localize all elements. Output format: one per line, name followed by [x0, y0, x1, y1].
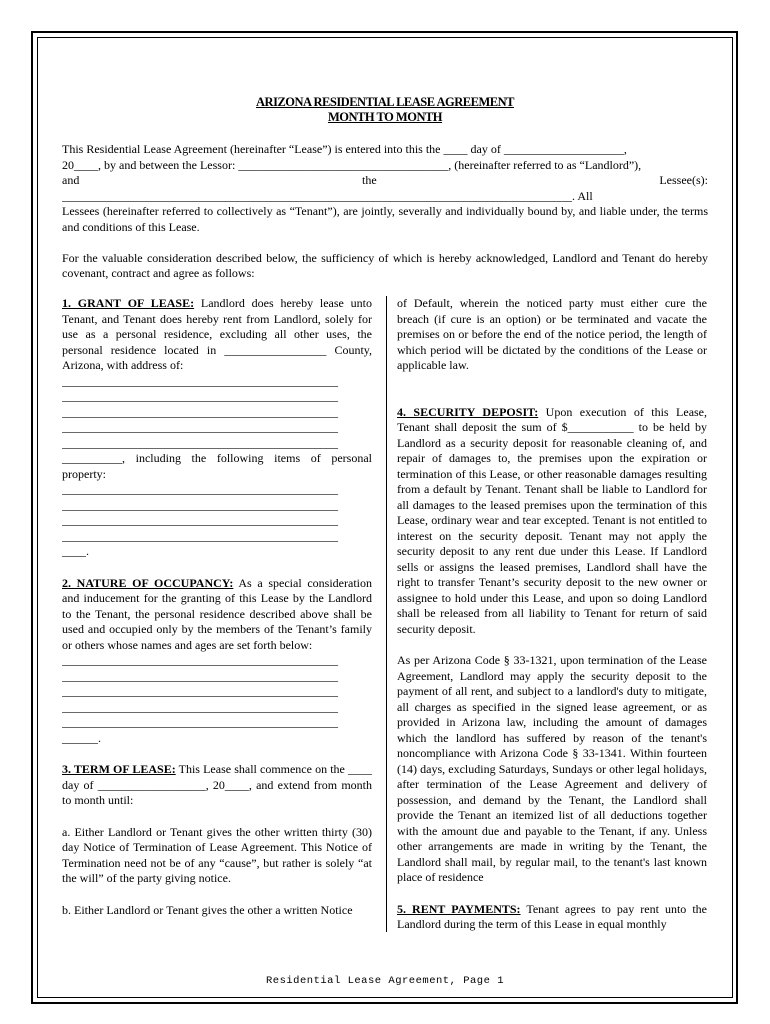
address-line: ______________________________________________: [62, 420, 338, 434]
section-3-heading: 3. TERM OF LEASE:: [62, 762, 176, 776]
property-text: __________, including the following items of personal property:: [62, 451, 372, 481]
property-line: ______________________________________________: [62, 497, 338, 512]
intro-line-2: 20____, by and between the Lessor: ___________________________________, (hereinafter referred to as “Landlord”),: [62, 157, 642, 172]
section-1: [62, 296, 372, 374]
section-5: [397, 902, 707, 933]
section-1-text: Landlord does hereby lease unto Tenant, and Tenant does hereby rent from Landlord, solely for use as a personal residence, excluding all other uses, the personal residence located in _________________ County, Arizona, with address of:: [62, 296, 372, 372]
section-5-text: Tenant agrees to pay rent unto the Landlord during the term of this Lease in equal monthly: [397, 901, 708, 931]
page-footer: Residential Lease Agreement, Page 1: [265, 975, 505, 987]
property-end: ____.: [62, 544, 89, 558]
section-3: [62, 762, 372, 809]
occupant-line: ______________________________________________: [62, 699, 338, 714]
section-4: [397, 405, 707, 638]
section-3-text: This Lease shall commence on the ____ day of __________________, 20____, and extend from month to month until:: [62, 762, 372, 807]
property-line: ______________________________________________: [62, 482, 338, 496]
intro-and: and: [62, 173, 80, 188]
address-line: ______________________________________________: [62, 389, 338, 403]
property-line: ______________________________________________: [62, 513, 338, 527]
occupant-end: ______.: [62, 730, 101, 745]
consideration-paragraph: For the valuable consideration described below, the sufficiency of which is hereby acknowledged, Landlord and Tenant do hereby covenant, contract and agree as follows:: [62, 250, 708, 281]
section-2-text: As a special consideration and inducement for the granting of this Lease by the Landlord to the Tenant, the personal residence described above shall be used and occupied only by the members of the Tenant’s family or others whose names and ages are set forth below:: [62, 575, 372, 652]
column-divider: [386, 296, 387, 932]
section-4-text: Upon execution of this Lease, Tenant shall deposit the sum of $___________ to be held by Landlord as a security deposit for reasonable cleaning of, and repair of damages to, the premises upon the expiration or termination of this Lease, or other reasonable damages resulting from a default by Tenant. Tenant shall be liable to Landlord for all damages to the leased premises upon the termination of this Lease, ordinary wear and tear excepted. Tenant is not entitled to interest on the security deposit. Tenant may not apply the security deposit to any rent due under this Lease. If Landlord sells or assigns the leased premises, Landlord shall have the right to transfer Tenant’s security deposit to the new owner or assignee to hold under this Lease, and upon so doing Landlord shall be released from all liability to Tenant for return of said security deposit.: [397, 404, 708, 636]
section-4-heading: 4. SECURITY DEPOSIT:: [397, 404, 539, 419]
section-5-heading: 5. RENT PAYMENTS:: [397, 901, 521, 916]
intro-line-3: [62, 173, 708, 189]
occupant-line: ______________________________________________: [62, 715, 338, 729]
intro-line-1: This Residential Lease Agreement (hereinafter “Lease”) is entered into this the ____ day of ____________________,: [62, 142, 627, 156]
document-title: ARIZONA RESIDENTIAL LEASE AGREEMENT: [256, 95, 514, 109]
right-column: [397, 296, 707, 933]
section-3-b: b. Either Landlord or Tenant gives the other a written Notice: [62, 902, 353, 917]
intro-lessees: Lessee(s):: [659, 173, 708, 188]
occupant-line: ______________________________________________: [62, 668, 338, 683]
address-line: ______________________________________________: [62, 404, 338, 419]
section-2: [62, 576, 372, 654]
address-line: ______________________________________________: [62, 435, 338, 450]
property-line: ______________________________________________: [62, 528, 338, 543]
intro-line-4: _____________________________________________________________________________________. All: [62, 188, 593, 203]
document-subtitle: MONTH TO MONTH: [327, 109, 443, 124]
section-2-heading: 2. NATURE OF OCCUPANCY:: [62, 575, 234, 590]
occupant-line: ______________________________________________: [62, 684, 338, 698]
section-3-b-continued: of Default, wherein the noticed party must either cure the breach (if cure is an option) or be terminated and vacate the premises on or before the end of the notice period, the length of which period will be dictated by the conditions of the Lease or applicable law.: [397, 296, 707, 372]
address-line: ______________________________________________: [62, 373, 338, 388]
document-header: [62, 95, 708, 282]
intro-line-5: Lessees (hereinafter referred to collectively as “Tenant”), are jointly, severally and individually bound by, and liable under, the terms and conditions of this Lease.: [62, 204, 708, 234]
section-3-a: a. Either Landlord or Tenant gives the other written thirty (30) day Notice of Termination of Lease Agreement. This Notice of Termination need not be of any “cause”, but rather is solely “at the will” of the party giving notice.: [62, 824, 372, 885]
intro-the: the: [362, 173, 377, 188]
occupant-line: ______________________________________________: [62, 653, 338, 667]
arizona-code-paragraph: As per Arizona Code § 33-1321, upon termination of the Lease Agreement, Landlord may apply the security deposit to the payment of all rent, and subject to a landlord's duty to mitigate, all charges as specified in the signed lease agreement, or as provided in Arizona law, including the amount of damages which the landlord has suffered by reason of the tenant's noncompliance with Arizona Code § 33-1341. Within fourteen (14) days, excluding Saturdays, Sundays or other legal holidays, after termination of the Lease Agreement and delivery of possession, and demand by the Tenant, the Landlord shall provide the Tenant an itemized list of all deductions together with the amount due and payable to the Tenant, if any. Unless other arrangements are made in writing by the Tenant, the Landlord shall mail, by regular mail, to the tenant's last known place of residence: [397, 653, 707, 884]
section-1-heading: 1. GRANT OF LEASE:: [62, 296, 195, 310]
intro-paragraph: [62, 142, 708, 236]
left-column: [62, 296, 372, 918]
